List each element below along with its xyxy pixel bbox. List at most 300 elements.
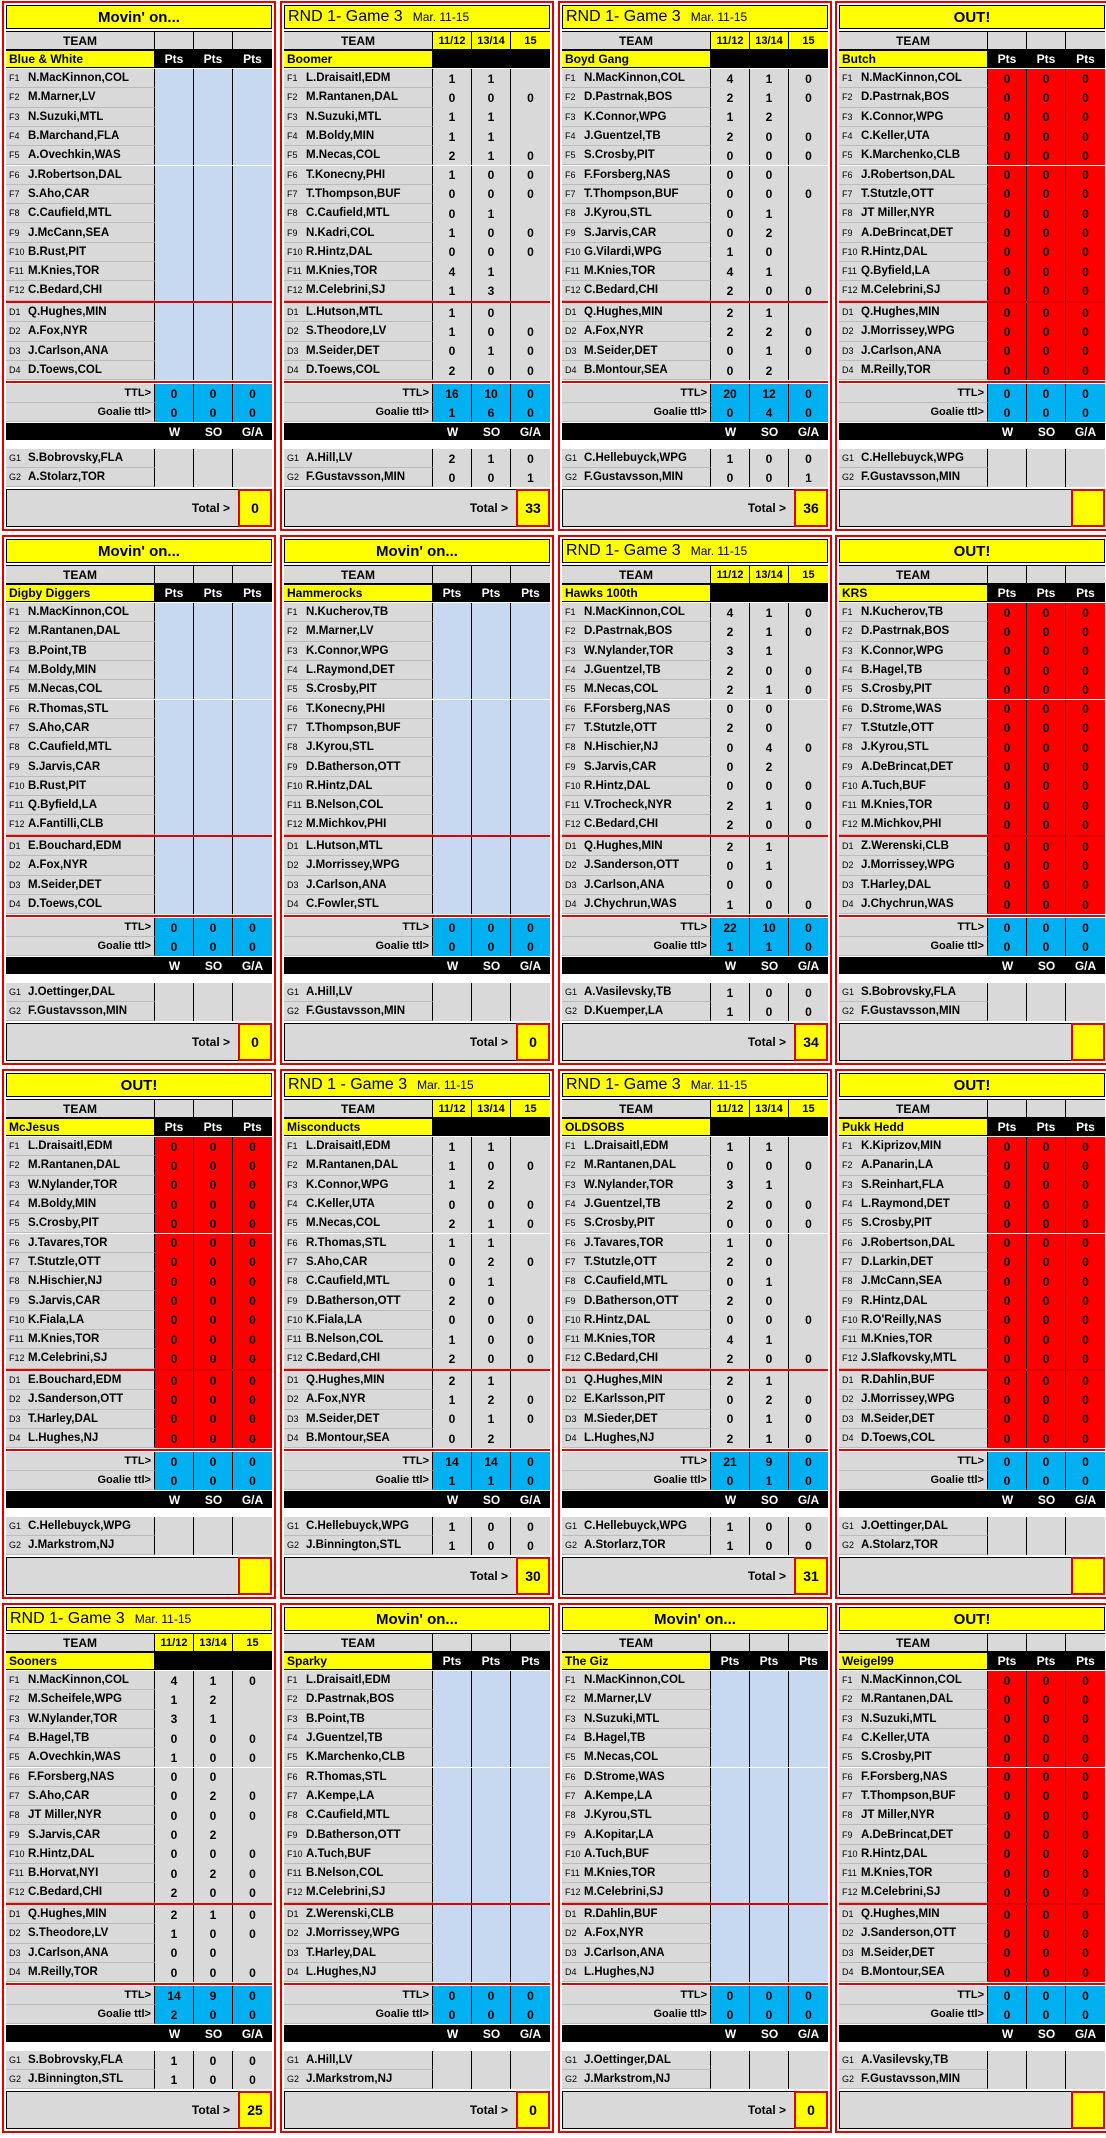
- total-value: 0: [233, 384, 272, 403]
- points-cell: 0: [988, 108, 1027, 127]
- forward-row: [562, 1883, 828, 1902]
- points-cell: 0: [1066, 1729, 1105, 1748]
- player-cell: [562, 876, 711, 895]
- goalie-row: [284, 983, 550, 1002]
- points-cell: 1: [433, 69, 472, 88]
- player-cell: [284, 1787, 433, 1806]
- player-name: G.Vilardi,WPG: [584, 245, 662, 258]
- player-name: M.Knies,TOR: [28, 265, 100, 278]
- roster-slot: F5: [287, 684, 298, 695]
- forward-row: [284, 1787, 550, 1806]
- forward-row: [562, 796, 828, 815]
- points-cell: [511, 1806, 550, 1825]
- goalie-stat: [1066, 1536, 1105, 1555]
- points-cell: [155, 146, 194, 165]
- total-value: 20: [711, 384, 750, 403]
- points-cell: 0: [233, 1390, 272, 1409]
- forward-row: [839, 1671, 1105, 1690]
- forward-row: [562, 1137, 828, 1156]
- roster-slot: D1: [842, 841, 854, 852]
- roster-slot: F11: [9, 1334, 24, 1345]
- forward-row: [6, 661, 272, 680]
- player-name: N.Hischier,NJ: [28, 1275, 103, 1288]
- player-name: K.Connor,WPG: [306, 644, 389, 657]
- player-cell: [562, 661, 711, 680]
- player-cell: [839, 1429, 988, 1448]
- forward-row: [6, 262, 272, 281]
- roster-slot: F10: [287, 1848, 303, 1859]
- points-cell: [472, 700, 511, 719]
- goalie-stats-header: [284, 1491, 550, 1508]
- player-name: S.Crosby,PIT: [861, 1217, 932, 1230]
- points-cell: 0: [988, 322, 1027, 341]
- status-banner: [562, 539, 828, 563]
- points-cell: 0: [511, 185, 550, 204]
- goalie-total-row: [6, 403, 272, 422]
- player-cell: [284, 1349, 433, 1368]
- points-cell: 2: [472, 1390, 511, 1409]
- status-label: Movin' on...: [98, 542, 180, 560]
- roster-slot: D3: [842, 879, 854, 890]
- defense-row: [839, 1410, 1105, 1429]
- forward-row: [284, 680, 550, 699]
- player-name: M.Celebrini,SJ: [306, 284, 386, 297]
- points-cell: [750, 1845, 789, 1864]
- team-name-row: [839, 1118, 1105, 1136]
- forward-row: [6, 243, 272, 262]
- total-label: TTL>: [6, 384, 155, 403]
- grand-total-row: [284, 2091, 550, 2129]
- player-cell: [562, 1156, 711, 1175]
- points-cell: 2: [711, 1349, 750, 1368]
- points-cell: 0: [233, 1371, 272, 1390]
- team-name-row: [6, 1652, 272, 1670]
- player-name: A.Fox,NYR: [584, 325, 644, 338]
- player-cell: [6, 1729, 155, 1748]
- total-value: 0: [194, 384, 233, 403]
- points-cell: [155, 796, 194, 815]
- points-cell: 0: [789, 342, 828, 361]
- total-value: 0: [511, 384, 550, 403]
- points-cell: 2: [750, 361, 789, 380]
- roster-slot: F11: [565, 1334, 580, 1345]
- goalie-stat-label: W: [988, 2025, 1027, 2042]
- player-name: S.Jarvis,CAR: [28, 1294, 101, 1307]
- player-cell: [562, 1272, 711, 1291]
- player-name: W.Nylander,TOR: [28, 1712, 118, 1725]
- player-cell: [284, 303, 433, 322]
- roster-slot: F11: [9, 266, 24, 277]
- roster-slot: F2: [842, 1160, 853, 1171]
- player-cell: [839, 680, 988, 699]
- total-value: 0: [194, 937, 233, 956]
- player-name: N.MacKinnon,COL: [28, 606, 129, 619]
- points-cell: 1: [711, 895, 750, 914]
- player-name: K.Marchenko,CLB: [861, 149, 961, 162]
- points-cell: 0: [1027, 1710, 1066, 1729]
- points-cell: 0: [1027, 204, 1066, 223]
- player-name: L.Draisaitl,EDM: [584, 1140, 669, 1153]
- player-name: M.Boldy,MIN: [306, 130, 375, 143]
- points-cell: [511, 1272, 550, 1291]
- points-cell: 0: [472, 223, 511, 242]
- player-name: A.Fox,NYR: [584, 1927, 644, 1940]
- points-cell: [472, 777, 511, 796]
- goalie-stat-label: W: [711, 1491, 750, 1508]
- player-cell: [839, 1311, 988, 1330]
- points-cell: 0: [750, 895, 789, 914]
- goalie-total-row: [284, 2005, 550, 2024]
- forward-row: [6, 1349, 272, 1368]
- roster-slot: F7: [287, 722, 298, 733]
- roster-slot: G2: [842, 1540, 855, 1551]
- player-cell: [839, 361, 988, 380]
- roster-slot: D2: [842, 1394, 854, 1405]
- player-cell: [6, 1272, 155, 1291]
- goalie-name: J.Markstrom,NJ: [306, 2073, 393, 2086]
- team-column-label: TEAM: [6, 1634, 155, 1651]
- player-cell: [284, 757, 433, 776]
- points-cell: 1: [433, 1176, 472, 1195]
- points-cell: 0: [988, 1390, 1027, 1409]
- points-cell: 0: [750, 1234, 789, 1253]
- status-label: OUT!: [953, 1076, 991, 1094]
- player-cell: [284, 1845, 433, 1864]
- forward-row: [562, 1349, 828, 1368]
- points-cell: 1: [433, 1330, 472, 1349]
- forward-row: [562, 166, 828, 185]
- forward-row: [284, 1291, 550, 1310]
- player-name: D.Larkin,DET: [861, 1255, 934, 1268]
- forward-row: [562, 1176, 828, 1195]
- defense-row: [562, 342, 828, 361]
- player-cell: [284, 204, 433, 223]
- defense-row: [6, 1429, 272, 1448]
- roster-slot: D3: [565, 1413, 577, 1424]
- defense-row: [284, 1429, 550, 1448]
- roster-slot: F1: [287, 607, 298, 618]
- points-cell: 2: [750, 223, 789, 242]
- goalie-stat: 0: [750, 1536, 789, 1555]
- goalie-stat: [233, 1536, 272, 1555]
- roster-slot: D2: [565, 1928, 577, 1939]
- goalie-stat: 0: [194, 2051, 233, 2070]
- points-cell: [750, 1963, 789, 1982]
- player-cell: [284, 642, 433, 661]
- skater-total-row: [562, 1986, 828, 2005]
- points-cell: 0: [472, 303, 511, 322]
- team-name-row: [6, 584, 272, 602]
- player-cell: [284, 700, 433, 719]
- player-cell: [562, 1371, 711, 1390]
- team-column-label: TEAM: [562, 1100, 711, 1117]
- forward-row: [6, 69, 272, 88]
- roster-slot: D2: [842, 326, 854, 337]
- points-cell: 0: [233, 1963, 272, 1982]
- goalie-stats-header: [284, 2025, 550, 2042]
- roster-slot: F12: [287, 819, 303, 830]
- points-cell: [511, 1137, 550, 1156]
- points-cell: [433, 1825, 472, 1844]
- roster-slot: D4: [287, 1433, 299, 1444]
- points-cell: 1: [750, 622, 789, 641]
- forward-row: [562, 1156, 828, 1175]
- points-cell: [433, 603, 472, 622]
- points-cell: [155, 700, 194, 719]
- points-column-header: Pts: [1066, 50, 1105, 68]
- points-cell: [711, 1883, 750, 1902]
- player-cell: [6, 1825, 155, 1844]
- roster-slot: F11: [842, 266, 857, 277]
- points-cell: [472, 837, 511, 856]
- player-name: M.Knies,TOR: [306, 265, 378, 278]
- points-cell: 2: [472, 1176, 511, 1195]
- player-cell: [562, 622, 711, 641]
- goalie-stat: [711, 2051, 750, 2070]
- goalie-total-row: [6, 937, 272, 956]
- roster-slot: F11: [565, 1868, 580, 1879]
- player-cell: [839, 1156, 988, 1175]
- goalie-total-row: [839, 937, 1105, 956]
- points-cell: 1: [433, 322, 472, 341]
- player-name: M.Seider,DET: [306, 344, 380, 357]
- goalie-name: A.Hill,LV: [306, 986, 353, 999]
- round-dates: Mar. 11-15: [690, 10, 748, 24]
- points-cell: 0: [750, 876, 789, 895]
- goalie-stat-label: W: [155, 2025, 194, 2042]
- goalie-stats-header: [284, 423, 550, 440]
- points-cell: [511, 1429, 550, 1448]
- points-cell: 0: [1066, 281, 1105, 300]
- points-cell: 0: [511, 1214, 550, 1233]
- points-cell: 0: [194, 1806, 233, 1825]
- player-name: A.Panarin,LA: [861, 1159, 934, 1172]
- skater-total-row: [284, 384, 550, 403]
- forward-row: [284, 738, 550, 757]
- forward-row: [284, 146, 550, 165]
- defense-row: [6, 1410, 272, 1429]
- forward-row: [839, 719, 1105, 738]
- player-cell: [839, 449, 988, 468]
- game-column-header: 13/14: [750, 32, 789, 49]
- points-cell: 1: [750, 262, 789, 281]
- player-name: D.Toews,COL: [861, 1432, 935, 1445]
- roster-slot: F2: [565, 1694, 576, 1705]
- player-name: N.Hischier,NJ: [584, 741, 659, 754]
- player-cell: [562, 1002, 711, 1021]
- goalie-row: [562, 2051, 828, 2070]
- points-cell: [472, 1825, 511, 1844]
- points-cell: 0: [988, 1349, 1027, 1368]
- forward-row: [6, 777, 272, 796]
- forward-row: [6, 185, 272, 204]
- goalie-stat-label: G/A: [233, 423, 272, 440]
- points-cell: 1: [750, 1410, 789, 1429]
- forward-row: [6, 1787, 272, 1806]
- points-cell: [472, 1768, 511, 1787]
- points-cell: [433, 700, 472, 719]
- defense-row: [6, 322, 272, 341]
- player-cell: [284, 1311, 433, 1330]
- team-name-row: [839, 584, 1105, 602]
- player-cell: [562, 983, 711, 1002]
- points-column-header: Pts: [1027, 584, 1066, 602]
- player-cell: [839, 1690, 988, 1709]
- total-value: 0: [789, 403, 828, 422]
- player-name: T.Thompson,BUF: [861, 1789, 956, 1802]
- defense-row: [839, 1924, 1105, 1943]
- goalie-stat: [194, 449, 233, 468]
- player-name: J.Robertson,DAL: [861, 168, 955, 181]
- game-column-header: 11/12: [433, 32, 472, 49]
- goalie-stat: 0: [511, 449, 550, 468]
- roster-slot: D2: [9, 1928, 21, 1939]
- goalie-stat-label: W: [711, 957, 750, 974]
- roster-slot: F12: [287, 285, 303, 296]
- points-cell: [789, 1845, 828, 1864]
- points-cell: [511, 719, 550, 738]
- goalie-row: [839, 983, 1105, 1002]
- player-cell: [839, 1176, 988, 1195]
- total-value: 0: [511, 1452, 550, 1471]
- points-cell: 0: [988, 69, 1027, 88]
- status-banner: [839, 539, 1105, 563]
- points-cell: 0: [233, 1671, 272, 1690]
- points-cell: 0: [155, 1963, 194, 1982]
- points-cell: 0: [233, 1137, 272, 1156]
- goalie-stat: [472, 1002, 511, 1021]
- goalie-name: F.Gustavsson,MIN: [306, 471, 406, 484]
- forward-row: [839, 262, 1105, 281]
- total-value: 0: [511, 937, 550, 956]
- total-value: 0: [789, 918, 828, 937]
- team-column-label: TEAM: [839, 32, 988, 49]
- player-cell: [284, 1272, 433, 1291]
- goalie-name: J.Markstrom,NJ: [584, 2073, 671, 2086]
- points-cell: 0: [1027, 166, 1066, 185]
- game-column-header: [155, 566, 194, 583]
- roster-slot: D2: [287, 1928, 299, 1939]
- grand-total-value: [1071, 2091, 1105, 2129]
- points-cell: 0: [155, 1390, 194, 1409]
- roster-slot: F11: [287, 266, 302, 277]
- forward-row: [284, 700, 550, 719]
- total-value: 6: [472, 403, 511, 422]
- roster-slot: D3: [287, 879, 299, 890]
- player-cell: [284, 1944, 433, 1963]
- points-cell: 0: [711, 223, 750, 242]
- roster-slot: F9: [9, 761, 20, 772]
- roster-slot: F3: [842, 645, 853, 656]
- points-cell: 1: [750, 680, 789, 699]
- forward-row: [562, 127, 828, 146]
- points-cell: 2: [433, 1371, 472, 1390]
- total-value: 0: [433, 1986, 472, 2005]
- points-cell: [472, 661, 511, 680]
- player-name: M.Necas,COL: [28, 683, 103, 696]
- points-column-header: [711, 50, 750, 68]
- roster-slot: F8: [565, 1276, 576, 1287]
- forward-row: [562, 262, 828, 281]
- points-cell: 0: [155, 1234, 194, 1253]
- points-column-header: Pts: [472, 1652, 511, 1670]
- points-cell: 0: [711, 1156, 750, 1175]
- forward-row: [284, 1214, 550, 1233]
- team-column-label: TEAM: [284, 566, 433, 583]
- player-name: N.Suzuki,MTL: [861, 1712, 937, 1725]
- points-cell: [433, 1864, 472, 1883]
- player-cell: [562, 1330, 711, 1349]
- player-cell: [839, 1390, 988, 1409]
- total-value: 0: [233, 2005, 272, 2024]
- points-cell: [472, 815, 511, 834]
- player-name: A.DeBrincat,DET: [861, 1828, 954, 1841]
- points-cell: 0: [194, 1330, 233, 1349]
- forward-row: [6, 1845, 272, 1864]
- points-cell: 0: [1066, 1748, 1105, 1767]
- skater-total-row: [839, 1986, 1105, 2005]
- points-cell: 1: [433, 127, 472, 146]
- roster-slot: F7: [9, 1790, 20, 1801]
- team-header-row: [839, 1099, 1105, 1118]
- player-cell: [6, 2070, 155, 2089]
- roster-slot: F1: [9, 607, 20, 618]
- player-name: R.Hintz,DAL: [584, 1313, 651, 1326]
- roster-slot: F11: [565, 800, 580, 811]
- total-value: 1: [750, 937, 789, 956]
- player-name: D.Toews,COL: [28, 898, 102, 911]
- points-column-header: Pts: [155, 1118, 194, 1136]
- player-name: A.Ovechkin,WAS: [28, 1751, 121, 1764]
- player-cell: [284, 322, 433, 341]
- points-cell: 0: [711, 361, 750, 380]
- forward-row: [562, 1311, 828, 1330]
- forward-row: [6, 223, 272, 242]
- roster-slot: D4: [565, 365, 577, 376]
- total-value: 0: [1066, 1986, 1105, 2005]
- forward-row: [839, 1729, 1105, 1748]
- goalie-stat: [988, 983, 1027, 1002]
- total-value: 14: [155, 1986, 194, 2005]
- points-cell: [433, 1944, 472, 1963]
- grand-total-label: Total >: [6, 489, 238, 527]
- goalie-stat: [233, 468, 272, 487]
- points-cell: 1: [750, 1330, 789, 1349]
- player-cell: [839, 1349, 988, 1368]
- round-dates: Mar. 11-15: [417, 1078, 474, 1092]
- status-label: RND 1- Game 3: [566, 8, 681, 25]
- team-name-row: [839, 1652, 1105, 1670]
- points-cell: [511, 642, 550, 661]
- player-cell: [6, 1291, 155, 1310]
- player-name: B.Montour,SEA: [584, 364, 668, 377]
- game-column-header: [472, 1634, 511, 1651]
- goalie-stat: 1: [711, 1002, 750, 1021]
- player-cell: [839, 856, 988, 875]
- points-cell: 1: [194, 1710, 233, 1729]
- points-cell: 0: [1027, 243, 1066, 262]
- total-value: 4: [750, 403, 789, 422]
- forward-row: [6, 1311, 272, 1330]
- player-cell: [839, 876, 988, 895]
- goalie-stat-label: W: [433, 2025, 472, 2042]
- roster-slot: F1: [9, 1141, 20, 1152]
- grand-total-label: Total >: [284, 489, 516, 527]
- goalie-row: [562, 449, 828, 468]
- roster-slot: F1: [287, 1675, 298, 1686]
- goalie-stat: [1066, 1517, 1105, 1536]
- player-name: S.Jarvis,CAR: [28, 760, 101, 773]
